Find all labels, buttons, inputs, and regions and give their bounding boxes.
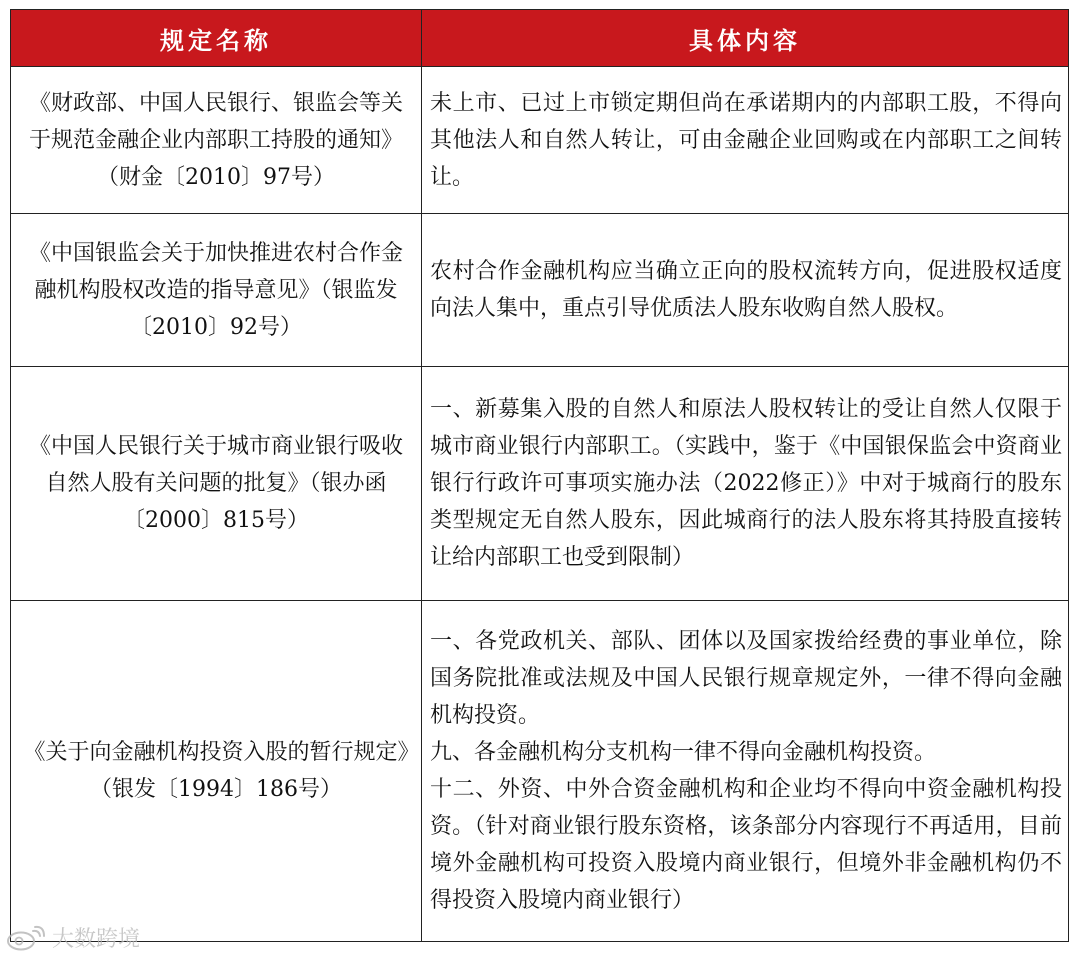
regulations-table [10,9,1069,942]
weibo-logo-icon [6,925,46,951]
watermark [6,922,140,953]
regulation-name-cell: 《中国人民银行关于城市商业银行吸收自然人股有关问题的批复》（银办函〔2000〕815号） [11,367,422,601]
regulation-name-cell: 《财政部、中国人民银行、银监会等关于规范金融企业内部职工持股的通知》（财金〔2010〕97号） [11,67,422,214]
regulation-name-cell: 《关于向金融机构投资入股的暂行规定》（银发〔1994〕186号） [11,601,422,942]
table-row [11,214,1069,367]
header-specific-content: 具体内容 [422,10,1069,67]
regulation-content-cell [422,601,1069,942]
content-paragraph: 九、各金融机构分支机构一律不得向金融机构投资。 [430,740,937,765]
header-regulation-name: 规定名称 [11,10,422,67]
watermark-text: 大数跨境 [52,927,141,952]
table-row [11,67,1069,214]
content-paragraph: 十二、外资、中外合资金融机构和企业均不得向中资金融机构投资。（针对商业银行股东资格，该条部分内容现行不再适用，目前境外金融机构可投资入股境内商业银行，但境外非金融机构仍不得投资入股境内商业银行） [430,777,1062,913]
content-paragraph: 未上市、已过上市锁定期但尚在承诺期内的内部职工股，不得向其他法人和自然人转让，可由金融企业回购或在内部职工之间转让。 [430,90,1062,190]
table-row [11,601,1069,942]
regulation-name-cell: 《中国银监会关于加快推进农村合作金融机构股权改造的指导意见》（银监发〔2010〕92号） [11,214,422,367]
content-paragraph: 一、各党政机关、部队、团体以及国家拨给经费的事业单位，除国务院批准或法规及中国人民银行规章规定外，一律不得向金融机构投资。 [430,629,1062,728]
regulation-content-cell [422,67,1069,214]
header-row [11,10,1069,67]
table-row [11,367,1069,601]
content-paragraph: 一、新募集入股的自然人和原法人股权转让的受让自然人仅限于城市商业银行内部职工。（实践中，鉴于《中国银保监会中资商业银行行政许可事项实施办法（2022修正）》中对于城商行的股东类型规定无自然人股东，因此城商行的法人股东将其持股直接转让给内部职工也受到限制） [430,397,1062,570]
regulation-content-cell [422,367,1069,601]
content-paragraph: 农村合作金融机构应当确立正向的股权流转方向，促进股权适度向法人集中，重点引导优质法人股东收购自然人股权。 [430,259,1062,321]
regulation-content-cell [422,214,1069,367]
